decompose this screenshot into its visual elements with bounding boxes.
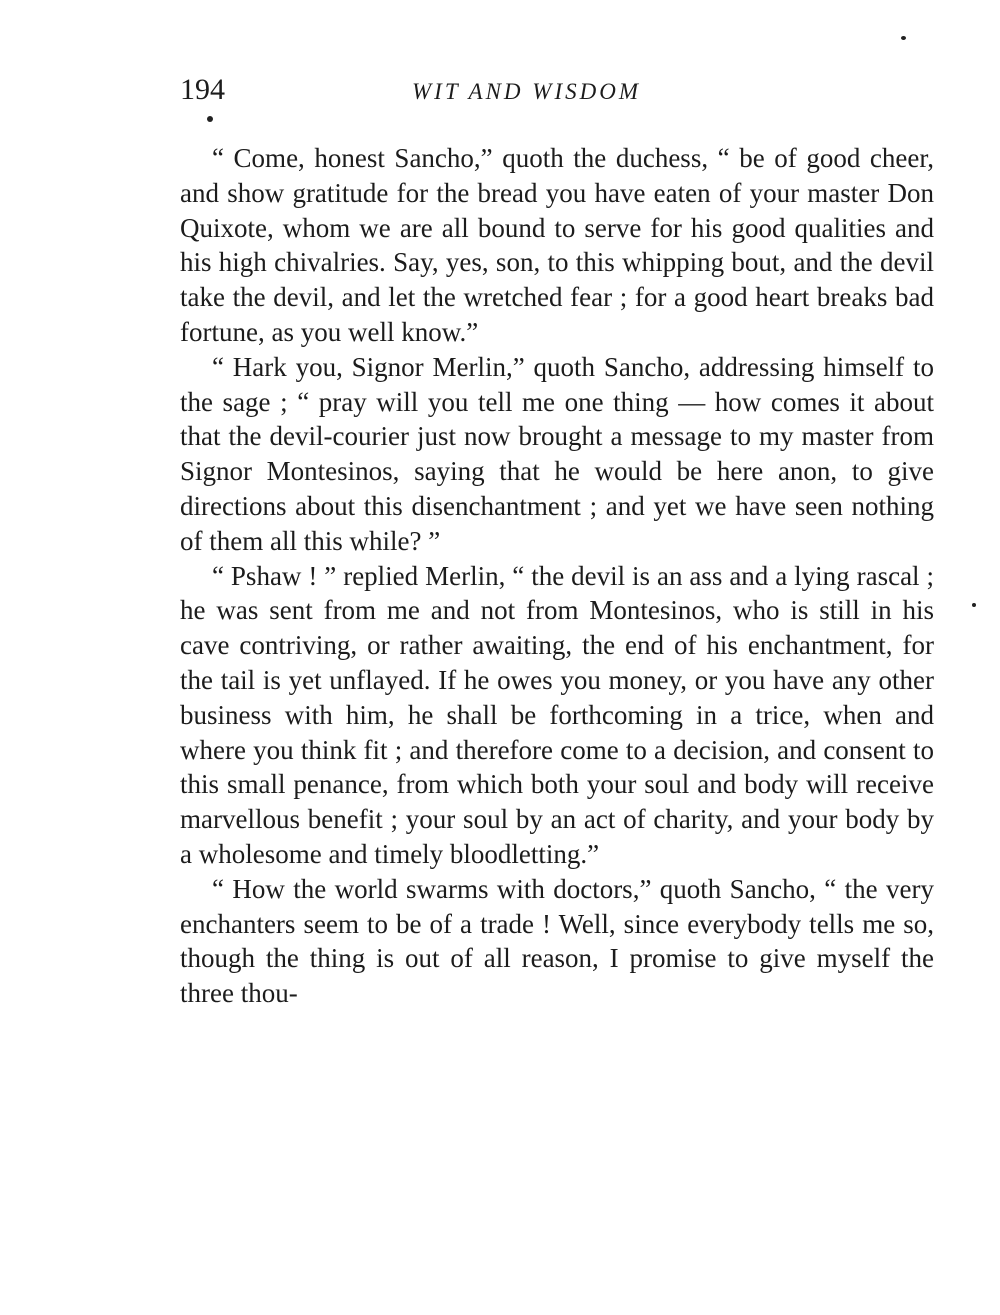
paragraph-duchess: “ Come, honest Sancho,” quoth the duchess, “ be of good cheer, and show gratitude for the bread you have eaten of your master Don Quixote, whom we are all bound to serve for his good qualities and his high chivalries. Say, yes, son, to this whipping bout, and the devil take the devil, and let the wretched fear ; for a good heart breaks bad fortune, as you well know.”: [180, 143, 934, 347]
ink-speck: [972, 603, 976, 607]
paragraph-sancho-promise: “ How the world swarms with doctors,” quoth Sancho, “ the very enchanters seem to be of a trade ! Well, since everybody tells me so, though the thing is out of all reason, I promise to give myself the three thou-: [180, 873, 934, 1009]
paragraph-merlin-reply: “ Pshaw ! ” replied Merlin, “ the devil is an ass and a lying rascal ; he was sent from me and not from Montesinos, who is still in his cave contriving, or rather awaiting, the end of his enchantment, for the tail is yet unflayed. If he owes you money, or you have any other business with him, he shall be forthcoming in a trice, when and where you think fit ; and therefore come to a decision, and consent to this small penance, from which both your soul and body will receive marvellous benefit ; your soul by an act of charity, and your body by a wholesome and timely bloodletting.”: [180, 560, 934, 869]
paragraph-sancho-question: “ Hark you, Signor Merlin,” quoth Sancho, addressing himself to the sage ; “ pray will you tell me one thing — how comes it about that the devil-courier just now brought a message to my master from Signor Montesinos, saying that he would be here anon, to give directions about this disenchantment ; and yet we have seen nothing of them all this while? ”: [180, 351, 934, 556]
running-title: WIT AND WISDOM: [412, 79, 641, 104]
page-header: [180, 72, 934, 112]
page-number: 194: [180, 73, 225, 106]
body-text: [180, 141, 934, 1011]
ink-speck: [207, 116, 213, 122]
ink-speck: [901, 36, 906, 40]
